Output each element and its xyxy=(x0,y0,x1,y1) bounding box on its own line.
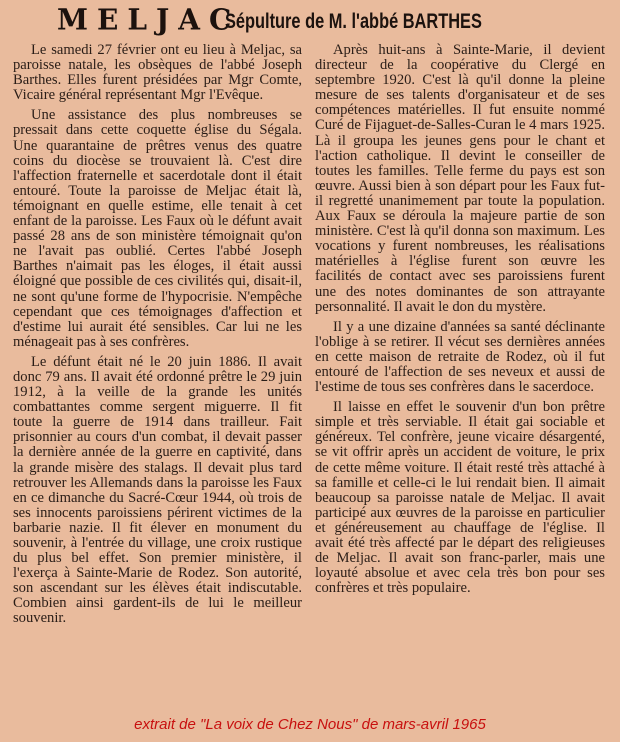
article-header xyxy=(0,0,620,40)
paragraph: Une assistance des plus nombreuses se pressait dans cette coquette église du Ségala. Une quarantaine de prêtres venus des quatre coins du diocèse se trouvaient là. C'est dire l'affection fraternelle et sacerdotale dont il était entouré. Toute la paroisse de Meljac était là, témoignant en quelle estime, elle tenait à cet enfant de la paroisse. Les Faux où le défunt avait passé 28 ans de son ministère témoignait qu'on ne l'avait pas oublié. Certes l'abbé Joseph Barthes n'aimait pas les éloges, il était aussi éloigné que possible de ces civilités qui, disait-il, ne sont qu'une forme de l'hypocrisie. N'empêche cependant que ces témoignages d'affection et d'estime lui aurait été sensibles. Car lui ne les ménageait pas à ses confrères. xyxy=(13,107,302,350)
paragraph: Il laisse en effet le souvenir d'un bon prêtre simple et très serviable. Il était gai sociable et généreux. Tel confrère, jeune vicaire désargenté, se vit offrir après un accident de voiture, le prix de cette même voiture. Il était resté très attaché à sa famille et celle-ci le lui rendait bien. Il aimait beaucoup sa paroisse natale de Meljac. Il avait participé aux œuvres de la paroisse en particulier et généreusement au chauffage de l'église. Il avait été très affecté par le départ des religieuses de Meljac. Il avait son franc-parler, mais une loyauté absolue et avec cela très bon pour ses confrères et très populaire. xyxy=(315,399,605,597)
paragraph: Après huit-ans à Sainte-Marie, il devient directeur de la coopérative du Clergé en septembre 1920. C'est là qu'il donne la pleine mesure de ses talents d'organisateur et de ses compétences matérielles. Il fut ensuite nommé Curé de Fijaguet-de-Salles-Curan le 4 mars 1925. Là il groupa les jeunes gens pour le chant et l'action catholique. Il devint le conseiller de toutes les familles. Telle ferme du pays est son œuvre. Aussi bien à son départ pour les Faux fut-il regretté unanimement par toute la population. Aux Faux se déroula la majeure partie de son ministère. C'est là qu'il donna son maximum. Les vocations y furent nombreuses, les réalisations matérielles à l'église furent son œuvre les facilités de contact avec ses paroissiens furent une des notes dominantes de son attrayante personnalité. Il avait le don du mystère. xyxy=(315,42,605,315)
paragraph: Il y a une dizaine d'années sa santé déclinante l'oblige à se retirer. Il vécut ses dernières années en cette maison de retraite de Rodez, où il fut entouré de l'affection de ses neveux et aussi de l'estime de tous ses confrères dans le sacerdoce. xyxy=(315,318,605,396)
source-caption: extrait de "La voix de Chez Nous" de mars-avril 1965 xyxy=(134,716,486,733)
paragraph: Le samedi 27 février ont eu lieu à Meljac, sa paroisse natale, les obsèques de l'abbé Joseph Barthes. Elles furent présidées par Mgr Comte, Vicaire général représentant Mgr l'Evêque. xyxy=(13,42,302,104)
article-column-right xyxy=(315,43,605,601)
article-column-left xyxy=(13,43,302,632)
paragraph: Le défunt était né le 20 juin 1886. Il avait donc 79 ans. Il avait été ordonné prêtre le 29 juin 1912, à la veille de la grande les unités combattantes comme sergent miguerre. Il fit toute la guerre de 1914 dans trailleur. Fait prisonnier au cours d'un combat, il devait passer la dernière année de la guerre en captivité, dans la grande misère des stalags. Il devait plus tard retrouver les Allemands dans la paroisse les Faux en ce dimanche du Sacré-Cœur 1944, où trois de ses innocents paroissiens périrent victimes de la barbarie nazie. Il fit élever en monument du souvenir, à l'entrée du village, une croix rustique du plus bel effet. Son premier ministère, il l'exerça à Sainte-Marie de Rodez. Son autorité, son ascendant sur les élèves était indiscutable. Combien ainsi gardent-ils de lui le meilleur souvenir. xyxy=(13,353,302,627)
article-headline: Sépulture de M. l'abbé BARTHES xyxy=(225,10,482,33)
town-name: MELJAC xyxy=(57,2,241,37)
